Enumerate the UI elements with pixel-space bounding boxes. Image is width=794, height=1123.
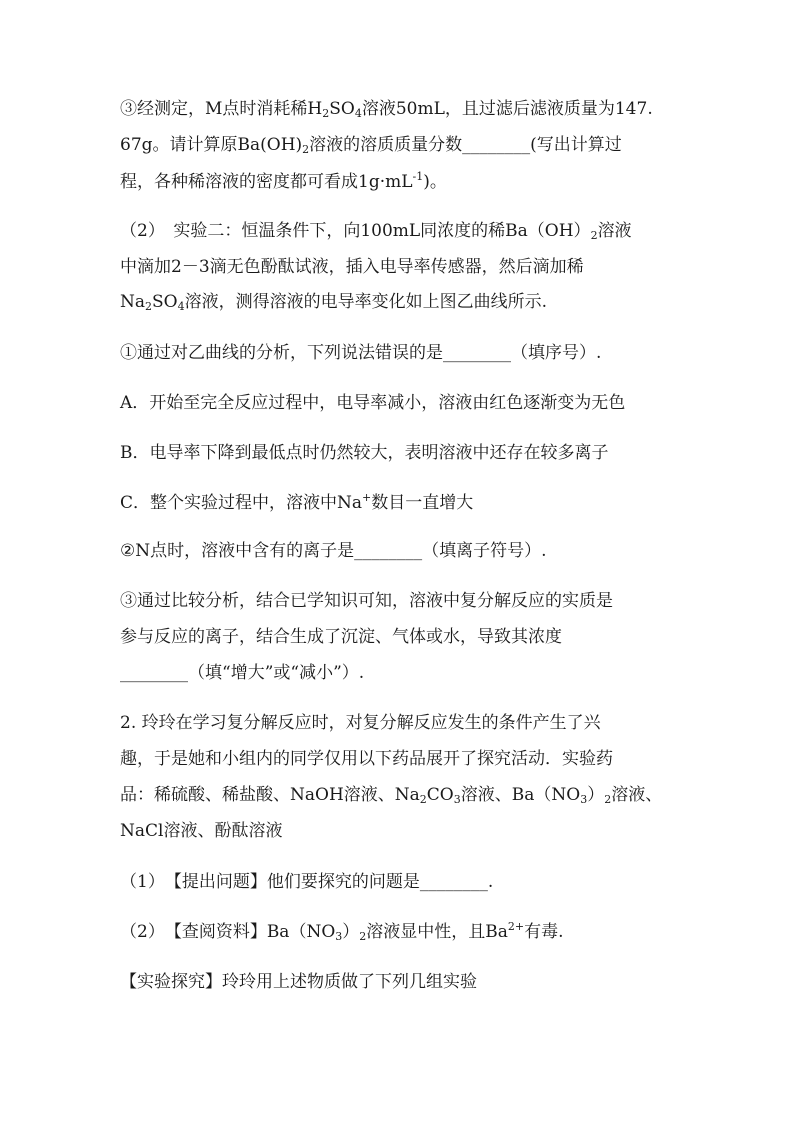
text-line: NaCl溶液、酚酞溶液	[120, 821, 283, 841]
text-line: ①通过对乙曲线的分析，下列说法错误的是________（填序号）.	[120, 343, 602, 363]
text-line: 程，各种稀溶液的密度都可看成$1g\cdot mL^{-1}$)。	[120, 170, 447, 192]
text-line: （2） 【查阅资料】$Ba(NO_3)_2$溶液显中性，且$Ba^{2+}$有毒.	[120, 920, 564, 943]
text-line: 品：稀硫酸、稀盐酸、NaOH溶液、$Na_2CO_3$溶液、$Ba(NO_3)_2$溶液、	[120, 785, 663, 806]
text-line: 2. 玲玲在学习复分解反应时，对复分解反应发生的条件产生了兴	[120, 713, 601, 733]
text-line: （1） 【提出问题】他们要探究的问题是________.	[120, 872, 494, 892]
text-line: ③通过比较分析，结合已学知识可知，溶液中复分解反应的实质是	[120, 591, 613, 611]
text-line: 【实验探究】玲玲用上述物质做了下列几组实验	[120, 972, 477, 992]
text-line: ②N点时，溶液中含有的离子是________（填离子符号）.	[120, 541, 547, 561]
text-line: C．整个实验过程中，溶液中Na+数目一直增大	[120, 491, 474, 513]
text-line: 67g。请计算原$Ba(OH)_2$溶液的溶质质量分数________(写出计算过	[120, 135, 622, 156]
text-line: A．开始至完全反应过程中，电导率减小，溶液由红色逐渐变为无色	[120, 393, 626, 413]
text-line: 趣，于是她和小组内的同学仅用以下药品展开了探究活动．实验药	[120, 749, 613, 769]
text-line: $Na_2SO_4$溶液，测得溶液的电导率变化如上图乙曲线所示.	[120, 292, 548, 313]
text-line: 参与反应的离子，结合生成了沉淀、气体或水，导致其浓度	[120, 627, 562, 647]
text-line: 中滴加2－3滴无色酚酞试液，插入电导率传感器，然后滴加稀	[120, 257, 584, 277]
text-line: ③经测定，M点时消耗稀$H_2SO_4$溶液50mL，且过滤后滤液质量为147.	[120, 99, 653, 120]
text-line: （2） 实验二：恒温条件下，向100mL同浓度的稀$Ba(OH)_2$溶液	[120, 221, 632, 242]
text-line: ________（填“增大”或“减小”）.	[120, 663, 365, 683]
text-line: B．电导率下降到最低点时仍然较大，表明溶液中还存在较多离子	[120, 443, 609, 463]
